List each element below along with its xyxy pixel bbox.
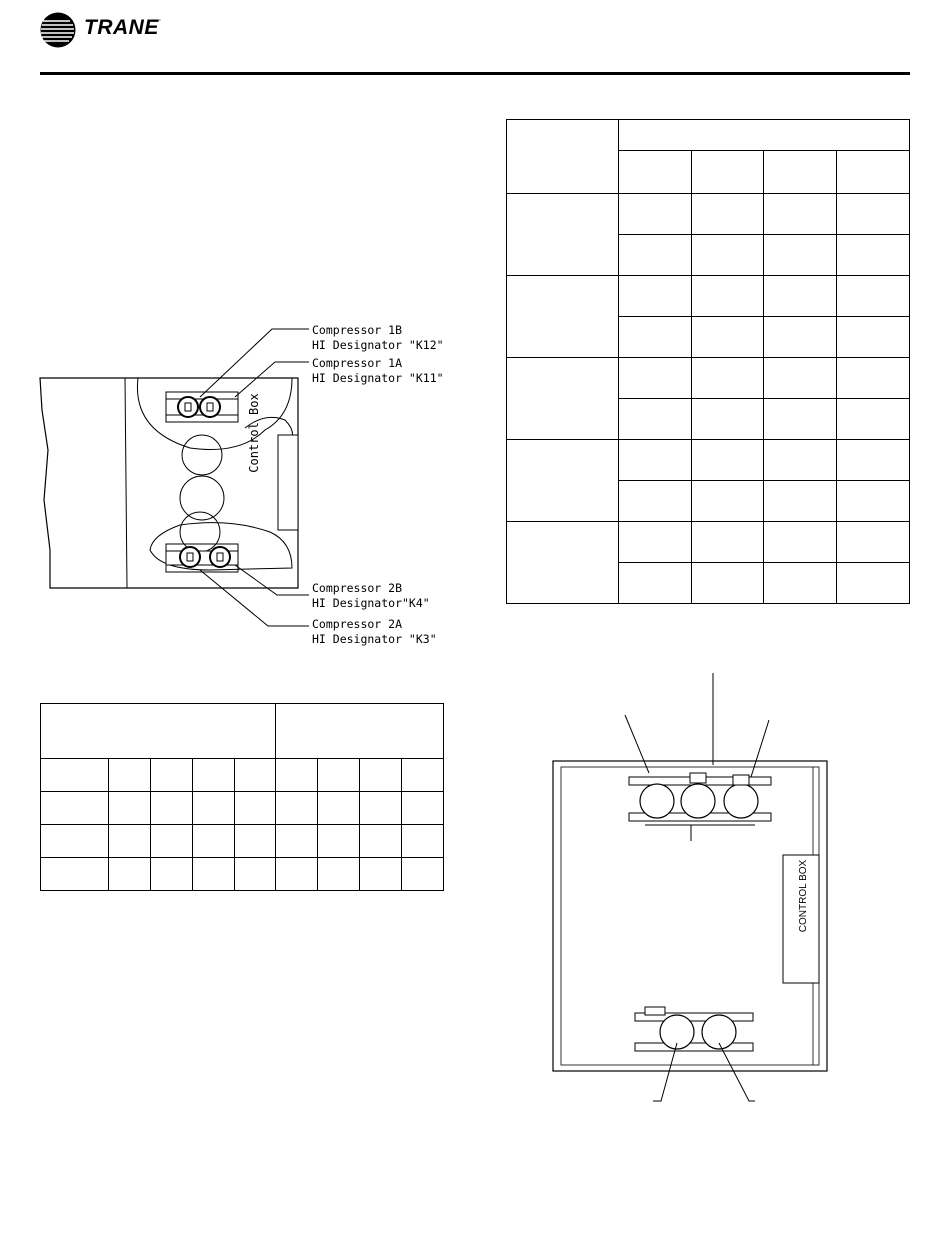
compressor-2b-designator: HI Designator"K4" [312,596,430,610]
table-left-cell [41,759,109,792]
table-left-cell [234,792,276,825]
table-right-cell [691,440,764,481]
table-right-header-cell [507,120,619,194]
table-right-cell [618,358,691,399]
table-left-cell [192,792,234,825]
table-right-group-cell [507,440,619,522]
table-right-header-cell [618,151,691,194]
table-left-cell [234,759,276,792]
table-right-cell [618,481,691,522]
table-right-cell [691,317,764,358]
compressor-pair-lower [166,544,238,572]
table-left-cell [402,825,444,858]
table-left-cell [402,858,444,891]
table-left-cell [192,825,234,858]
control-box-label-right: CONTROL BOX [798,859,809,933]
table-right-cell [618,194,691,235]
table-left-cell [192,858,234,891]
table-right-cell [837,440,910,481]
table-left-cell [318,825,360,858]
compressor-1a-name: Compressor 1A [312,356,403,370]
table-right-header-cell [764,151,837,194]
compressor-pair-upper [166,392,238,422]
compressor-1b-name: Compressor 1B [312,323,403,337]
compressor-pair-lower-right [635,1007,753,1051]
brand-name-text: TRANE [84,16,159,39]
table-left-cell [150,858,192,891]
table-left-cell [318,858,360,891]
table-right-cell [691,235,764,276]
table-left-cell [360,825,402,858]
compressor-1a-designator: HI Designator "K11" [312,371,444,385]
table-right-cell [618,440,691,481]
compressor-2a-name: Compressor 2A [312,617,403,631]
table-left [40,703,444,891]
table-left-cell [108,792,150,825]
table-left-cell [360,792,402,825]
table-right-cell [837,481,910,522]
compressor-1b-designator: HI Designator "K12" [312,338,444,352]
table-right-cell [764,194,837,235]
table-right-cell [837,317,910,358]
table-right-cell [764,317,837,358]
compressor-2a-designator: HI Designator "K3" [312,632,437,646]
compressor-trio-upper [629,773,771,841]
table-right-cell [837,358,910,399]
table-right-cell [618,317,691,358]
table-left-cell [360,759,402,792]
table-right-cell [764,235,837,276]
table-left-cell [41,792,109,825]
table-left-cell [276,825,318,858]
table-left-cell [234,858,276,891]
table-right-cell [837,522,910,563]
table-right-cell [691,194,764,235]
table-left-header-cell [41,704,276,759]
table-right-cell [764,399,837,440]
compressor-location-diagram-right [545,665,835,1110]
brand-name [84,16,161,40]
table-right-cell [691,481,764,522]
table-right-cell [837,276,910,317]
compressor-label-2a [312,617,437,647]
table-left-cell [150,759,192,792]
table-left-cell [41,825,109,858]
table-right-header-cell [691,151,764,194]
table-left-cell [318,792,360,825]
table-right-cell [618,399,691,440]
table-left-cell [276,759,318,792]
compressor-label-2b [312,581,430,611]
table-right-cell [691,563,764,604]
table-left-header-cell [276,704,444,759]
table-left-cell [276,858,318,891]
table-right-cell [691,358,764,399]
table-right-cell [691,522,764,563]
table-right-cell [764,563,837,604]
table-right-cell [618,522,691,563]
table-left-cell [108,858,150,891]
trane-logo-icon [40,12,76,48]
table-right-cell [837,399,910,440]
header-rule [40,72,910,75]
table-right-header-cell [618,120,909,151]
brand-mark: · [158,18,162,24]
table-left-cell [150,792,192,825]
table-right-cell [764,358,837,399]
table-left-cell [276,792,318,825]
table-left-cell [41,858,109,891]
table-right-cell [837,563,910,604]
table-right-group-cell [507,358,619,440]
compressor-label-1b [312,323,444,353]
table-left-cell [360,858,402,891]
table-left-cell [108,825,150,858]
table-right [506,119,910,604]
table-left-cell [108,759,150,792]
table-right-cell [691,276,764,317]
table-right-cell [764,276,837,317]
table-right-cell [618,276,691,317]
table-right-group-cell [507,522,619,604]
table-left-cell [150,825,192,858]
compressor-label-1a [312,356,444,386]
table-left-cell [192,759,234,792]
table-right-cell [837,235,910,276]
table-right-cell [618,235,691,276]
table-left-cell [402,792,444,825]
table-right-cell [764,440,837,481]
table-right-cell [837,194,910,235]
table-right-group-cell [507,194,619,276]
control-box-label-left: Control Box [247,393,261,473]
table-right-cell [764,481,837,522]
compressor-2b-name: Compressor 2B [312,581,403,595]
page-header [0,0,950,80]
table-right-header-cell [837,151,910,194]
table-left-cell [234,825,276,858]
table-right-group-cell [507,276,619,358]
table-left-cell [318,759,360,792]
table-right-cell [691,399,764,440]
table-right-cell [618,563,691,604]
table-right-cell [764,522,837,563]
table-left-cell [402,759,444,792]
